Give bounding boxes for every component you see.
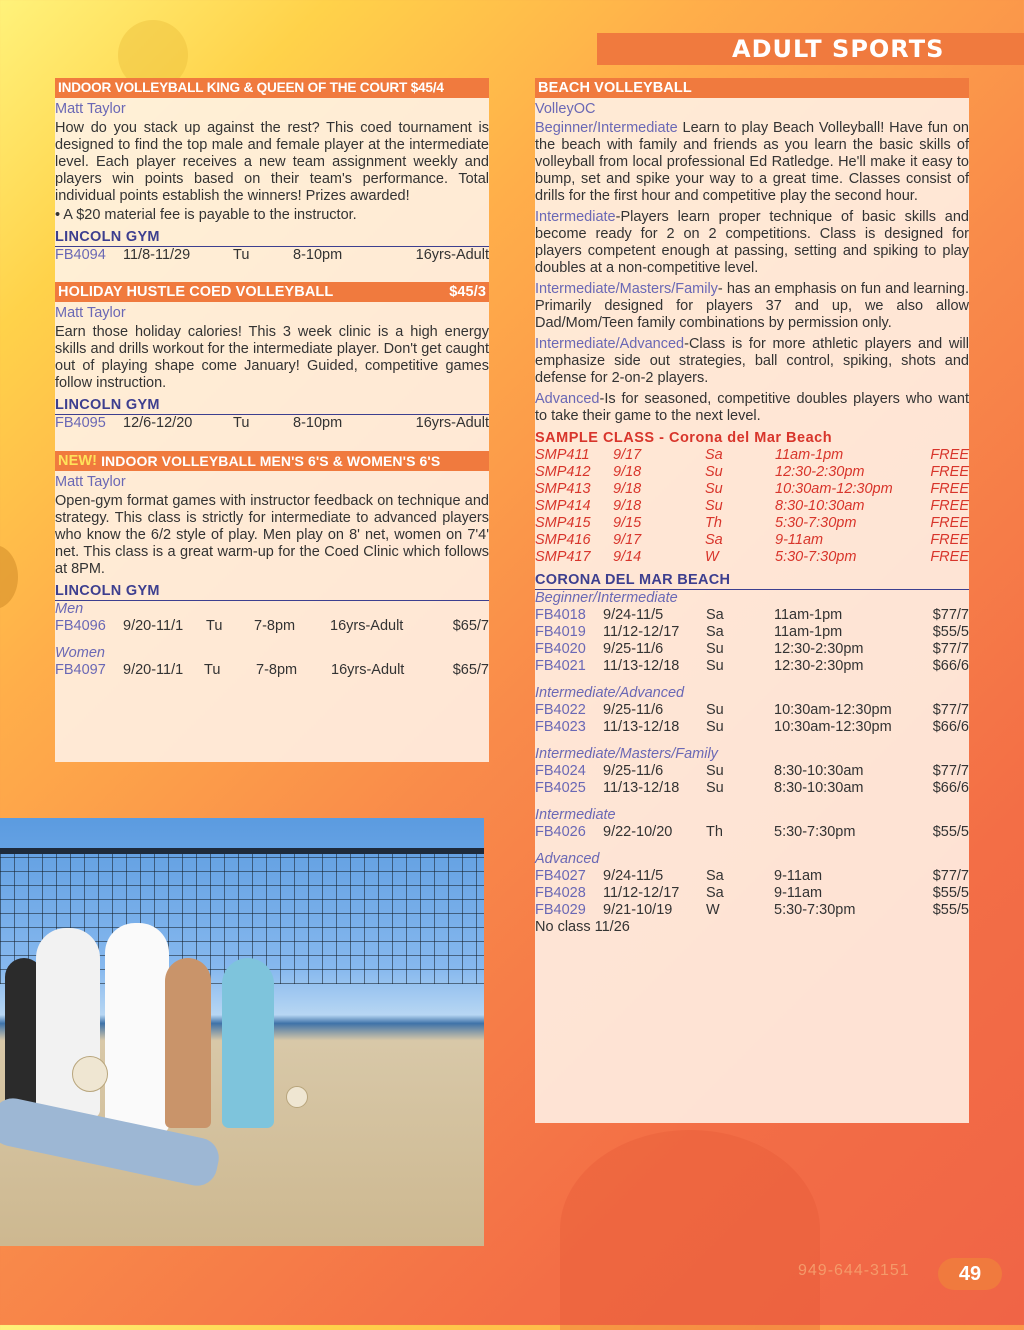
class-row (535, 763, 969, 780)
group-label: Intermediate/Masters/Family (535, 746, 718, 762)
right-panel (535, 78, 969, 1123)
beach-volleyball-photo (0, 818, 484, 1246)
class-age: 16yrs-Adult (415, 247, 489, 263)
sample-date: 9/14 (613, 549, 642, 565)
class-time: 8:30-10:30am (774, 763, 864, 779)
class-time: 12:30-2:30pm (774, 658, 864, 674)
class-row (55, 247, 489, 264)
class-code: FB4095 (55, 415, 106, 431)
class-price: $77/7 (932, 763, 969, 779)
class-day: Tu (204, 662, 221, 678)
decorative-circle (0, 545, 18, 609)
sample-time: 12:30-2:30pm (775, 464, 865, 480)
class-day: Su (706, 658, 724, 674)
course-title-text: HOLIDAY HUSTLE COED VOLLEYBALL (58, 284, 334, 300)
class-time: 7-8pm (256, 662, 298, 678)
sample-class-row (535, 481, 969, 498)
group-label: Intermediate/Advanced (535, 685, 685, 701)
class-time: 10:30am-12:30pm (774, 719, 892, 735)
instructor-name: Matt Taylor (55, 474, 126, 490)
sample-price: FREE (930, 464, 969, 480)
sample-price: FREE (930, 549, 969, 565)
level-description (535, 391, 969, 425)
sample-date: 9/18 (613, 481, 642, 497)
sample-day: W (705, 549, 719, 565)
class-code: FB4096 (55, 618, 106, 634)
class-price: $55/5 (932, 824, 969, 840)
sample-class-row (535, 447, 969, 464)
class-code: FB4023 (535, 719, 586, 735)
class-row (535, 824, 969, 841)
class-code: FB4024 (535, 763, 586, 779)
sample-price: FREE (930, 515, 969, 531)
class-age: 16yrs-Adult (331, 662, 405, 678)
class-day: Su (706, 641, 724, 657)
class-price: $65/7 (452, 662, 489, 678)
class-schedule (535, 590, 969, 919)
sample-code: SMP415 (535, 515, 591, 531)
location-heading: LINCOLN GYM (55, 397, 489, 415)
class-code: FB4028 (535, 885, 586, 901)
class-day: Sa (706, 607, 724, 623)
course-title-holiday (55, 282, 489, 302)
class-row (535, 607, 969, 624)
class-price: $77/7 (932, 868, 969, 884)
volleyball (72, 1056, 108, 1092)
class-time: 5:30-7:30pm (774, 902, 856, 918)
class-code: FB4097 (55, 662, 106, 678)
sample-class-row (535, 515, 969, 532)
course-title-text: BEACH VOLLEYBALL (538, 80, 692, 96)
class-dates: 12/6-12/20 (123, 415, 193, 431)
class-row (535, 902, 969, 919)
class-code: FB4094 (55, 247, 106, 263)
sample-day: Sa (705, 447, 723, 463)
level-text: - has an emphasis on fun and learning. Primarily designed for players 37 and up, we also allow Dad/Mom/Teen family combinations by permission only. (535, 281, 969, 331)
location-heading: LINCOLN GYM (55, 229, 489, 247)
sample-price: FREE (930, 532, 969, 548)
class-time: 5:30-7:30pm (774, 824, 856, 840)
schedule-note: No class 11/26 (535, 919, 630, 935)
sample-code: SMP414 (535, 498, 591, 514)
class-time: 7-8pm (254, 618, 296, 634)
volleyball (286, 1086, 308, 1108)
course-description: Open-gym format games with instructor feedback on technique and strategy. This class is strictly for intermediate to advanced players who know the 6/2 style of play. Men play on 8' net, women on 7'4' net. This class is a great warm-up for the Coed Clinic which follows at 8PM. (55, 493, 489, 577)
class-price: $77/7 (932, 641, 969, 657)
class-dates: 11/12-12/17 (603, 624, 680, 640)
class-age: 16yrs-Adult (330, 618, 404, 634)
level-description (535, 120, 969, 205)
class-time: 9-11am (774, 868, 823, 884)
level-text: -Players learn proper technique of basic skills and become ready for 2 on 2 competitions. Class is designed for players competent enough at passing, setting and spiking to play doubles at a non-competitive level. (535, 209, 969, 276)
class-code: FB4025 (535, 780, 586, 796)
sample-date: 9/15 (613, 515, 642, 531)
group-label: Advanced (535, 851, 600, 867)
class-dates: 11/8-11/29 (123, 247, 191, 263)
class-day: Su (706, 763, 724, 779)
level-label: Intermediate/Advanced (535, 336, 685, 352)
class-dates: 11/13-12/18 (603, 658, 680, 674)
sample-code: SMP416 (535, 532, 591, 548)
course-title-text: INDOOR VOLLEYBALL KING & QUEEN OF THE COURT $45/4 (58, 80, 444, 95)
class-row (55, 662, 489, 679)
level-text: Learn to play Beach Volleyball! Have fun on the beach with family and friends as you learn the basic skills of volleyball from local professional Ed Ratledge. He'll make it easy to bump, set and spike your way to a great time. Classes consist of drills for the first hour and competitive play the second hour. (535, 120, 969, 204)
class-dates: 11/12-12/17 (603, 885, 680, 901)
class-dates: 9/21-10/19 (603, 902, 673, 918)
person-figure (222, 958, 274, 1128)
course-description: Earn those holiday calories! This 3 week clinic is a high energy skills and drills workout for the intermediate player. Don't get caught out of playing shape come January! Guided, competitive games follow instruction. (55, 324, 489, 391)
sample-day: Sa (705, 532, 723, 548)
class-row (535, 780, 969, 797)
level-description (535, 336, 969, 387)
class-price: $66/6 (932, 780, 969, 796)
level-label: Beginner/Intermediate (535, 120, 678, 136)
class-code: FB4021 (535, 658, 586, 674)
course-title-beach (535, 78, 969, 98)
class-price: $77/7 (932, 607, 969, 623)
level-text: -Class is for more athletic players and will emphasize side out strategies, ball control, spiking, shots and defense for 2-on-2 players. (535, 336, 969, 386)
class-time: 12:30-2:30pm (774, 641, 864, 657)
course-note: • A $20 material fee is payable to the instructor. (55, 207, 357, 223)
level-description (535, 281, 969, 332)
sample-price: FREE (930, 481, 969, 497)
course-description: How do you stack up against the rest? This coed tournament is designed to find the top male and female player at the intermediate level. Each player receives a new team assignment weekly and players win points based on their team's performance. Total individual points establish the winners! Prizes awarded! (55, 120, 489, 204)
sample-day: Su (705, 481, 723, 497)
class-code: FB4029 (535, 902, 586, 918)
class-row (535, 641, 969, 658)
class-time: 8-10pm (293, 247, 343, 263)
class-time: 11am-1pm (774, 607, 843, 623)
class-day: Su (706, 719, 724, 735)
phone-number: 949-644-3151 (798, 1262, 910, 1279)
sample-price: FREE (930, 498, 969, 514)
class-price: $77/7 (932, 702, 969, 718)
class-price: $55/5 (932, 902, 969, 918)
sample-code: SMP413 (535, 481, 591, 497)
class-price: $55/5 (932, 885, 969, 901)
class-code: FB4026 (535, 824, 586, 840)
class-day: Tu (233, 415, 250, 431)
class-age: 16yrs-Adult (415, 415, 489, 431)
sample-time: 5:30-7:30pm (775, 549, 857, 565)
course-title-sixes (55, 451, 489, 471)
class-code: FB4018 (535, 607, 586, 623)
sample-date: 9/17 (613, 447, 642, 463)
class-time: 8-10pm (293, 415, 343, 431)
level-label: Advanced (535, 391, 600, 407)
person-figure (105, 923, 169, 1133)
class-price: $66/6 (932, 658, 969, 674)
page-title: ADULT SPORTS (732, 35, 945, 63)
sample-class-row (535, 464, 969, 481)
class-dates: 9/25-11/6 (603, 763, 664, 779)
class-time: 9-11am (774, 885, 823, 901)
class-time: 10:30am-12:30pm (774, 702, 892, 718)
class-row (535, 624, 969, 641)
level-label: Intermediate (535, 209, 616, 225)
class-day: Tu (233, 247, 250, 263)
sample-date: 9/17 (613, 532, 642, 548)
sample-date: 9/18 (613, 464, 642, 480)
group-label-women: Women (55, 645, 105, 661)
sample-time: 9-11am (775, 532, 824, 548)
sample-code: SMP411 (535, 447, 590, 463)
sample-day: Su (705, 464, 723, 480)
class-dates: 9/25-11/6 (603, 641, 664, 657)
sample-class-row (535, 498, 969, 515)
level-description (535, 209, 969, 277)
class-dates: 11/13-12/18 (603, 780, 680, 796)
group-label: Intermediate (535, 807, 616, 823)
sample-time: 11am-1pm (775, 447, 844, 463)
sample-class-row (535, 549, 969, 566)
location-heading: LINCOLN GYM (55, 583, 489, 601)
class-code: FB4020 (535, 641, 586, 657)
class-row (535, 719, 969, 736)
new-badge: NEW! (58, 453, 98, 469)
sample-day: Su (705, 498, 723, 514)
class-row (55, 618, 489, 635)
sample-class-row (535, 532, 969, 549)
sample-day: Th (705, 515, 722, 531)
sample-time: 8:30-10:30am (775, 498, 865, 514)
class-row (535, 868, 969, 885)
class-dates: 9/25-11/6 (603, 702, 664, 718)
class-row (535, 658, 969, 675)
location-heading: CORONA DEL MAR BEACH (535, 572, 969, 590)
class-code: FB4027 (535, 868, 586, 884)
class-price: $66/6 (932, 719, 969, 735)
course-title-text: INDOOR VOLLEYBALL MEN'S 6'S & WOMEN'S 6'S (101, 453, 441, 469)
class-dates: 9/24-11/5 (603, 607, 664, 623)
class-day: Sa (706, 885, 724, 901)
course-price: $45/3 (449, 284, 486, 300)
instructor-name: Matt Taylor (55, 305, 126, 321)
class-day: W (706, 902, 720, 918)
page-number: 49 (938, 1258, 1002, 1290)
class-dates: 9/20-11/1 (123, 618, 184, 634)
person-figure (165, 958, 211, 1128)
class-day: Tu (206, 618, 223, 634)
class-day: Su (706, 702, 724, 718)
class-row (535, 885, 969, 902)
level-descriptions (535, 120, 969, 425)
sample-time: 10:30am-12:30pm (775, 481, 893, 497)
sample-time: 5:30-7:30pm (775, 515, 857, 531)
class-dates: 9/22-10/20 (603, 824, 673, 840)
section-header-banner (597, 33, 1024, 65)
sample-price: FREE (930, 447, 969, 463)
class-row (535, 702, 969, 719)
class-code: FB4019 (535, 624, 586, 640)
class-code: FB4022 (535, 702, 586, 718)
sample-class-heading: SAMPLE CLASS - Corona del Mar Beach (535, 430, 833, 446)
class-price: $55/5 (932, 624, 969, 640)
class-dates: 9/20-11/1 (123, 662, 184, 678)
class-time: 8:30-10:30am (774, 780, 864, 796)
class-day: Su (706, 780, 724, 796)
sample-date: 9/18 (613, 498, 642, 514)
class-day: Sa (706, 624, 724, 640)
sample-class-table (535, 447, 969, 566)
group-label-men: Men (55, 601, 84, 617)
class-price: $65/7 (452, 618, 489, 634)
instructor-name: Matt Taylor (55, 101, 126, 117)
course-title-king-queen (55, 78, 489, 98)
class-dates: 11/13-12/18 (603, 719, 680, 735)
left-panel (55, 78, 489, 762)
instructor-name: VolleyOC (535, 101, 596, 117)
sample-code: SMP417 (535, 549, 591, 565)
class-time: 11am-1pm (774, 624, 843, 640)
level-text: -Is for seasoned, competitive doubles players who want to take their game to the next level. (535, 391, 969, 424)
class-day: Th (706, 824, 723, 840)
decorative-palm (560, 1130, 820, 1330)
class-day: Sa (706, 868, 724, 884)
sample-code: SMP412 (535, 464, 591, 480)
group-label: Beginner/Intermediate (535, 590, 678, 606)
class-dates: 9/24-11/5 (603, 868, 664, 884)
class-row (55, 415, 489, 432)
level-label: Intermediate/Masters/Family (535, 281, 718, 297)
